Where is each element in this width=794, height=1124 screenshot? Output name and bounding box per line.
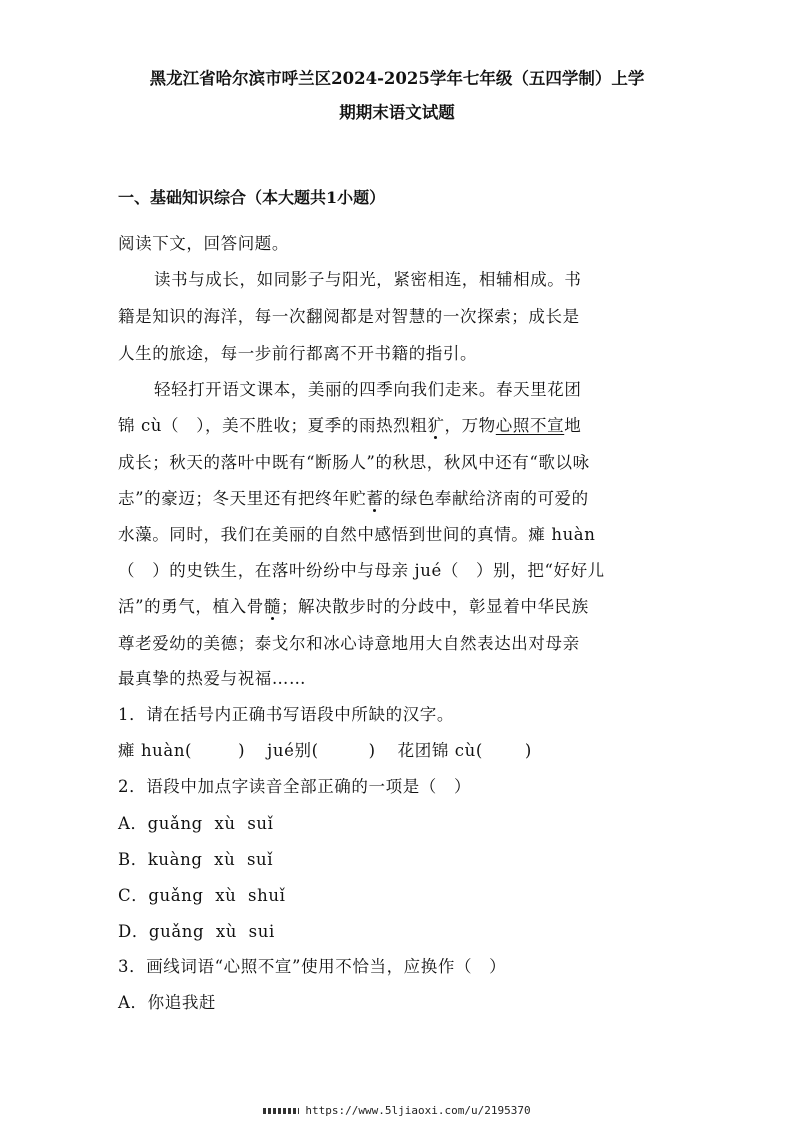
page-footer — [0, 1104, 794, 1117]
passage-line: 水藻。同时，我们在美丽的自然中感悟到世间的真情。瘫 huàn — [118, 525, 596, 544]
passage-segment: 志”的豪迈；冬天里还有把终年贮 — [118, 489, 367, 508]
passage-segment: 锦 cù（ ），美不胜收；夏季的雨热烈粗 — [118, 416, 428, 435]
blank-close: ) — [368, 741, 376, 760]
question-1-stem: 1．请在括号内正确书写语段中所缺的汉字。 — [118, 705, 454, 724]
dotted-character: 蓄 — [366, 489, 384, 508]
footer-url[interactable]: https://www.5ljiaoxi.com/u/2195370 — [305, 1104, 531, 1117]
passage-line: 读书与成长，如同影子与阳光，紧密相连，相辅相成。书 — [154, 270, 582, 289]
exam-title-line2: 期期末语文试题 — [339, 103, 455, 122]
blank-close: ) — [238, 741, 246, 760]
passage-line: 最真挚的热爱与祝福…… — [118, 669, 307, 688]
blank-label: jué别( — [267, 741, 319, 760]
question-2-stem: 2．语段中加点字读音全部正确的一项是（ ） — [118, 777, 472, 796]
question-1-blanks — [118, 739, 532, 763]
passage-line: 尊老爱幼的美德；泰戈尔和冰心诗意地用大自然表达出对母亲 — [118, 634, 580, 653]
passage-line: （ ）的史铁生，在落叶纷纷中与母亲 jué（ ）别，把“好好儿 — [118, 561, 605, 580]
passage-segment: ；解决散步时的分歧中，彰显着中华民族 — [280, 597, 589, 616]
passage-line — [118, 487, 589, 511]
intro-text: 阅读下文，回答问题。 — [118, 234, 289, 253]
passage-line: 轻轻打开语文课本，美丽的四季向我们走来。春天里花团 — [154, 380, 582, 399]
passage-segment: 活”的勇气，植入骨 — [118, 597, 264, 616]
question-2-option[interactable]: C．guǎng xù shuǐ — [118, 886, 286, 905]
underlined-phrase: 心照不宣 — [495, 416, 565, 435]
question-2-option[interactable]: A．guǎng xù suǐ — [118, 814, 274, 833]
dotted-character: 髓 — [263, 597, 281, 616]
question-3-stem: 3．画线词语“心照不宣”使用不恰当，应换作（ ） — [118, 957, 507, 976]
passage-segment: ，万物 — [444, 416, 496, 435]
question-2-option[interactable]: B．kuàng xù suǐ — [118, 850, 274, 869]
section-heading: 一、基础知识综合（本大题共1小题） — [118, 188, 386, 207]
passage-line: 籍是知识的海洋，每一次翻阅都是对智慧的一次探索；成长是 — [118, 307, 580, 326]
passage-line: 成长；秋天的落叶中既有“断肠人”的秋思，秋风中还有“歌以咏 — [118, 453, 590, 472]
passage-line: 人生的旅途，每一步前行都离不开书籍的指引。 — [118, 344, 478, 363]
passage-line — [118, 414, 581, 438]
dotted-character: 犷 — [427, 416, 445, 435]
passage-line — [118, 595, 589, 619]
blank-label: 花团锦 cù( — [397, 741, 483, 760]
question-3-option[interactable]: A．你追我赶 — [118, 993, 217, 1012]
blank-close: ) — [524, 741, 532, 760]
exam-title-line1: 黑龙江省哈尔滨市呼兰区2024-2025学年七年级（五四学制）上学 — [149, 69, 645, 88]
passage-segment: 地 — [564, 416, 582, 435]
question-2-option[interactable]: D．guǎng xù sui — [118, 922, 275, 941]
site-logo-icon — [263, 1108, 299, 1114]
blank-label: 瘫 huàn( — [118, 741, 193, 760]
passage-segment: 的绿色奉献给济南的可爱的 — [383, 489, 589, 508]
